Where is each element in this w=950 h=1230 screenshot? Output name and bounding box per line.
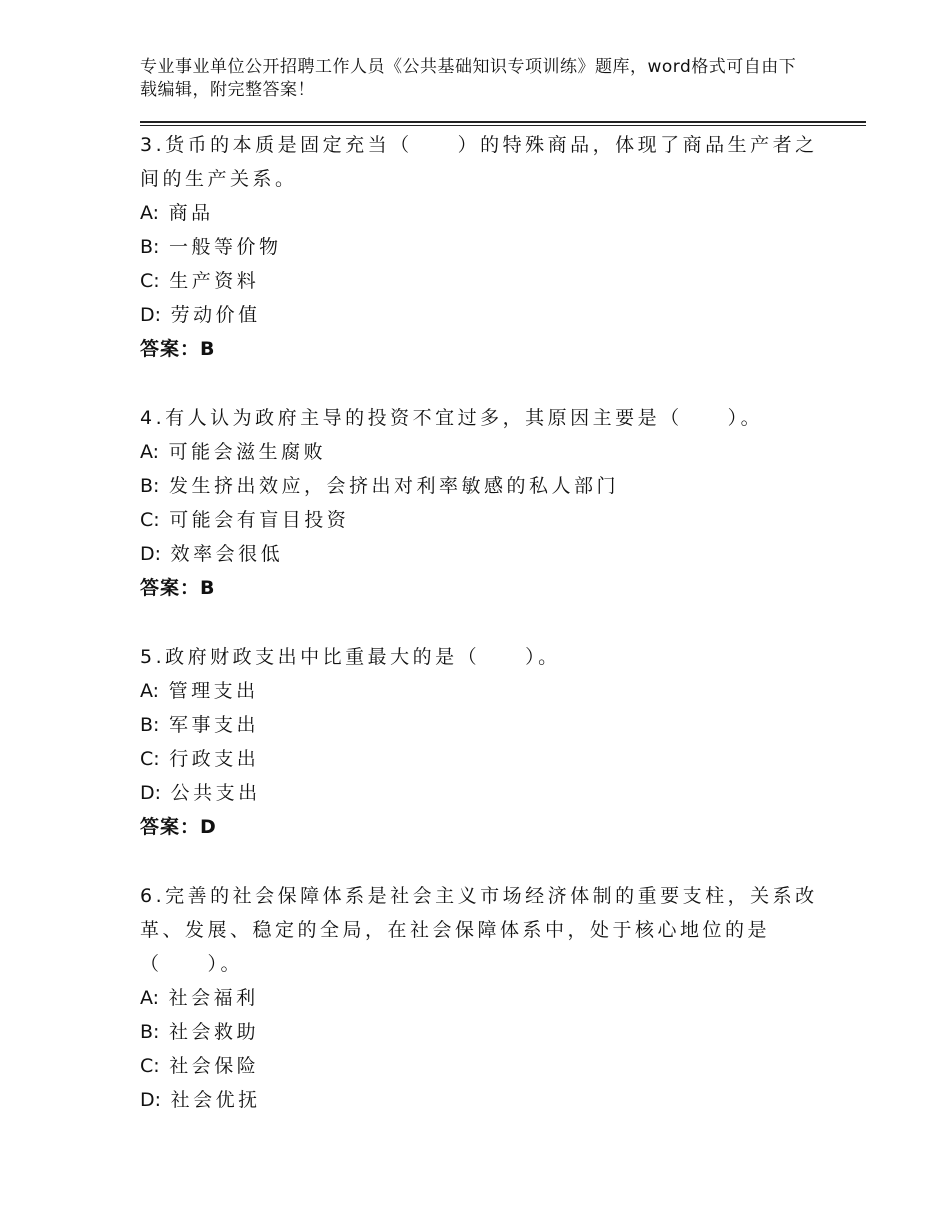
- option-d: D: 社会优抚: [140, 1089, 261, 1111]
- header-text: 专业事业单位公开招聘工作人员《公共基础知识专项训练》题库，word格式可自由下载编辑，附完整答案！: [140, 57, 797, 100]
- question-6: [140, 879, 840, 1117]
- document-header: [140, 56, 810, 102]
- question-stem: 3.货币的本质是固定充当（ ）的特殊商品，体现了商品生产者之间的生产关系。: [140, 134, 818, 190]
- option-b: B: 发生挤出效应，会挤出对利率敏感的私人部门: [140, 475, 619, 497]
- answer-label: 答案：B: [140, 577, 216, 599]
- question-3: [140, 128, 840, 366]
- option-d: D: 公共支出: [140, 782, 261, 804]
- option-a: A: 可能会滋生腐败: [140, 441, 327, 463]
- option-b: B: 一般等价物: [140, 236, 282, 258]
- option-c: C: 社会保险: [140, 1055, 260, 1077]
- option-b: B: 社会救助: [140, 1021, 259, 1043]
- option-c: C: 生产资料: [140, 270, 260, 292]
- header-rule-thin: [140, 125, 866, 126]
- answer-label: 答案：D: [140, 816, 217, 838]
- question-stem: 6.完善的社会保障体系是社会主义市场经济体制的重要支柱，关系改革、发展、稳定的全局，在社会保障体系中，处于核心地位的是（ ）。: [140, 885, 818, 975]
- question-list: [140, 128, 840, 1117]
- answer-label: 答案：B: [140, 338, 216, 360]
- option-a: A: 管理支出: [140, 680, 259, 702]
- option-c: C: 可能会有盲目投资: [140, 509, 350, 531]
- question-stem: 5.政府财政支出中比重最大的是（ ）。: [140, 646, 561, 668]
- option-a: A: 社会福利: [140, 987, 259, 1009]
- option-d: D: 效率会很低: [140, 543, 284, 565]
- question-stem: 4.有人认为政府主导的投资不宜过多，其原因主要是（ ）。: [140, 407, 764, 429]
- question-4: [140, 401, 840, 605]
- option-a: A: 商品: [140, 202, 214, 224]
- option-d: D: 劳动价值: [140, 304, 261, 326]
- option-b: B: 军事支出: [140, 714, 259, 736]
- question-5: [140, 640, 840, 844]
- option-c: C: 行政支出: [140, 748, 260, 770]
- header-rule-thick: [140, 121, 866, 123]
